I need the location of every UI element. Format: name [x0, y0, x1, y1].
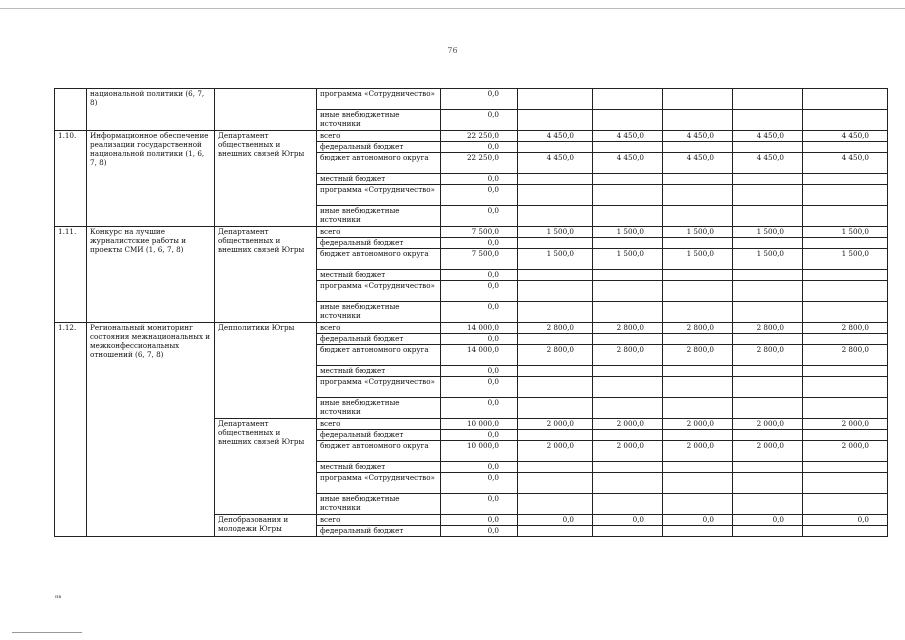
year-value: 1 500,0: [593, 249, 663, 270]
year-value: 4 450,0: [663, 131, 733, 142]
year-value: 1 500,0: [518, 227, 593, 238]
total-value: 0,0: [441, 377, 518, 398]
total-value: 22 250,0: [441, 153, 518, 174]
total-value: 0,0: [441, 281, 518, 302]
year-value: [518, 89, 593, 110]
year-value: [518, 473, 593, 494]
total-value: 0,0: [441, 334, 518, 345]
funding-source: бюджет автономного округа: [317, 345, 441, 366]
year-value: [803, 398, 888, 419]
table-row: [55, 323, 888, 334]
year-value: [663, 430, 733, 441]
executor-name: [215, 89, 317, 131]
year-value: [733, 398, 803, 419]
year-value: 2 800,0: [663, 323, 733, 334]
year-value: [803, 270, 888, 281]
year-value: [518, 366, 593, 377]
year-value: 4 450,0: [733, 131, 803, 142]
total-value: 0,0: [441, 238, 518, 249]
year-value: [663, 377, 733, 398]
year-value: [733, 334, 803, 345]
year-value: [593, 334, 663, 345]
year-value: [803, 366, 888, 377]
year-value: [518, 238, 593, 249]
total-value: 0,0: [441, 270, 518, 281]
funding-source: бюджет автономного округа: [317, 153, 441, 174]
year-value: [663, 110, 733, 131]
year-value: [733, 377, 803, 398]
funding-source: федеральный бюджет: [317, 430, 441, 441]
total-value: 0,0: [441, 185, 518, 206]
table-row: [55, 131, 888, 142]
year-value: [593, 430, 663, 441]
year-value: [733, 89, 803, 110]
year-value: 2 000,0: [803, 441, 888, 462]
year-value: [518, 174, 593, 185]
year-value: 4 450,0: [593, 153, 663, 174]
table-body: [55, 89, 888, 537]
year-value: [663, 89, 733, 110]
year-value: [803, 473, 888, 494]
year-value: [663, 366, 733, 377]
total-value: 0,0: [441, 142, 518, 153]
total-value: 0,0: [441, 398, 518, 419]
year-value: [733, 142, 803, 153]
year-value: 1 500,0: [663, 249, 733, 270]
year-value: [593, 366, 663, 377]
year-value: [663, 473, 733, 494]
year-value: 2 800,0: [518, 323, 593, 334]
funding-source: федеральный бюджет: [317, 238, 441, 249]
year-value: 2 800,0: [593, 345, 663, 366]
year-value: 2 000,0: [663, 441, 733, 462]
year-value: [803, 142, 888, 153]
year-value: 4 450,0: [518, 153, 593, 174]
funding-source: программа «Сотрудничество»: [317, 185, 441, 206]
year-value: 1 500,0: [593, 227, 663, 238]
funding-source: иные внебюджетные источники: [317, 398, 441, 419]
total-value: 14 000,0: [441, 323, 518, 334]
year-value: [733, 206, 803, 227]
funding-source: иные внебюджетные источники: [317, 110, 441, 131]
year-value: [733, 366, 803, 377]
year-value: [663, 174, 733, 185]
total-value: 10 000,0: [441, 419, 518, 430]
funding-source: иные внебюджетные источники: [317, 494, 441, 515]
year-value: [733, 238, 803, 249]
year-value: [663, 494, 733, 515]
item-title: национальной политики (6, 7, 8): [87, 89, 215, 131]
year-value: [663, 238, 733, 249]
year-value: [663, 281, 733, 302]
funding-source: программа «Сотрудничество»: [317, 281, 441, 302]
year-value: [518, 377, 593, 398]
year-value: 2 000,0: [803, 419, 888, 430]
item-number: [55, 89, 87, 131]
funding-source: всего: [317, 227, 441, 238]
year-value: 2 000,0: [733, 441, 803, 462]
year-value: [518, 206, 593, 227]
year-value: [733, 270, 803, 281]
total-value: 14 000,0: [441, 345, 518, 366]
year-value: [803, 89, 888, 110]
year-value: [803, 281, 888, 302]
year-value: 1 500,0: [663, 227, 733, 238]
year-value: [593, 398, 663, 419]
year-value: 4 450,0: [518, 131, 593, 142]
funding-source: местный бюджет: [317, 270, 441, 281]
item-title: Информационное обеспечение реализации государственной национальной политики (1, 6, 7, 8): [87, 131, 215, 227]
year-value: 4 450,0: [803, 131, 888, 142]
year-value: [518, 110, 593, 131]
year-value: [733, 174, 803, 185]
year-value: 0,0: [663, 515, 733, 526]
year-value: [663, 398, 733, 419]
funding-source: всего: [317, 515, 441, 526]
total-value: 10 000,0: [441, 441, 518, 462]
year-value: [593, 270, 663, 281]
year-value: 2 800,0: [593, 323, 663, 334]
year-value: [663, 185, 733, 206]
year-value: [518, 185, 593, 206]
year-value: 4 450,0: [803, 153, 888, 174]
budget-table: [54, 88, 888, 537]
year-value: 2 800,0: [663, 345, 733, 366]
year-value: [663, 462, 733, 473]
year-value: [593, 142, 663, 153]
total-value: 0,0: [441, 526, 518, 537]
funding-source: программа «Сотрудничество»: [317, 89, 441, 110]
total-value: 0,0: [441, 430, 518, 441]
total-value: 0,0: [441, 494, 518, 515]
year-value: 2 000,0: [518, 441, 593, 462]
year-value: 2 800,0: [803, 323, 888, 334]
total-value: 0,0: [441, 515, 518, 526]
year-value: 2 800,0: [733, 323, 803, 334]
year-value: [593, 238, 663, 249]
year-value: [803, 174, 888, 185]
year-value: [663, 142, 733, 153]
year-value: [518, 526, 593, 537]
year-value: [803, 238, 888, 249]
year-value: [593, 281, 663, 302]
year-value: 0,0: [518, 515, 593, 526]
year-value: 4 450,0: [663, 153, 733, 174]
year-value: 0,0: [803, 515, 888, 526]
year-value: [518, 142, 593, 153]
year-value: [593, 110, 663, 131]
funding-source: иные внебюджетные источники: [317, 206, 441, 227]
year-value: 0,0: [593, 515, 663, 526]
item-title: Региональный мониторинг состояния межнациональных и межконфессиональных отношений (6, 7, 8): [87, 323, 215, 537]
page-number: 76: [447, 46, 458, 55]
funding-source: всего: [317, 323, 441, 334]
total-value: 7 500,0: [441, 227, 518, 238]
year-value: [518, 270, 593, 281]
funding-source: бюджет автономного округа: [317, 441, 441, 462]
table-row: [55, 227, 888, 238]
funding-source: всего: [317, 131, 441, 142]
total-value: 0,0: [441, 206, 518, 227]
year-value: [593, 473, 663, 494]
funding-source: бюджет автономного округа: [317, 249, 441, 270]
year-value: [663, 334, 733, 345]
year-value: 2 000,0: [593, 419, 663, 430]
year-value: 1 500,0: [803, 249, 888, 270]
year-value: 4 450,0: [593, 131, 663, 142]
year-value: 2 000,0: [518, 419, 593, 430]
funding-source: федеральный бюджет: [317, 334, 441, 345]
funding-source: федеральный бюджет: [317, 526, 441, 537]
year-value: [803, 526, 888, 537]
year-value: [518, 281, 593, 302]
total-value: 0,0: [441, 473, 518, 494]
year-value: 1 500,0: [803, 227, 888, 238]
funding-source: программа «Сотрудничество»: [317, 377, 441, 398]
total-value: 0,0: [441, 366, 518, 377]
executor-name: Депполитики Югры: [215, 323, 317, 419]
table-row: [55, 89, 888, 110]
total-value: 0,0: [441, 174, 518, 185]
year-value: [803, 430, 888, 441]
total-value: 0,0: [441, 89, 518, 110]
item-number: 1.10.: [55, 131, 87, 227]
year-value: 2 000,0: [733, 419, 803, 430]
funding-source: программа «Сотрудничество»: [317, 473, 441, 494]
year-value: [593, 494, 663, 515]
year-value: [593, 174, 663, 185]
year-value: [733, 110, 803, 131]
total-value: 7 500,0: [441, 249, 518, 270]
year-value: [733, 473, 803, 494]
year-value: 0,0: [733, 515, 803, 526]
scan-edge-line: [12, 632, 82, 633]
year-value: [593, 377, 663, 398]
year-value: [593, 89, 663, 110]
year-value: [803, 377, 888, 398]
year-value: [593, 185, 663, 206]
year-value: [593, 206, 663, 227]
scan-mark: нв: [55, 594, 62, 600]
year-value: [518, 334, 593, 345]
funding-source: местный бюджет: [317, 462, 441, 473]
year-value: [663, 526, 733, 537]
year-value: [733, 302, 803, 323]
year-value: [518, 302, 593, 323]
item-number: 1.11.: [55, 227, 87, 323]
funding-source: местный бюджет: [317, 174, 441, 185]
year-value: [803, 185, 888, 206]
item-number: 1.12.: [55, 323, 87, 537]
item-title: Конкурс на лучшие журналистские работы и проекты СМИ (1, 6, 7, 8): [87, 227, 215, 323]
year-value: [733, 526, 803, 537]
total-value: 22 250,0: [441, 131, 518, 142]
year-value: [803, 494, 888, 515]
year-value: [733, 281, 803, 302]
total-value: 0,0: [441, 302, 518, 323]
year-value: 4 450,0: [733, 153, 803, 174]
year-value: [733, 185, 803, 206]
year-value: 2 800,0: [518, 345, 593, 366]
executor-name: Депобразования и молодежи Югры: [215, 515, 317, 537]
year-value: [733, 430, 803, 441]
year-value: [803, 302, 888, 323]
year-value: [518, 462, 593, 473]
year-value: 2 800,0: [803, 345, 888, 366]
year-value: 1 500,0: [733, 227, 803, 238]
year-value: [733, 494, 803, 515]
year-value: [593, 302, 663, 323]
executor-name: Департамент общественных и внешних связей Югры: [215, 419, 317, 515]
total-value: 0,0: [441, 110, 518, 131]
year-value: [803, 334, 888, 345]
year-value: 1 500,0: [733, 249, 803, 270]
year-value: [518, 494, 593, 515]
year-value: [803, 206, 888, 227]
year-value: [803, 110, 888, 131]
total-value: 0,0: [441, 462, 518, 473]
funding-source: иные внебюджетные источники: [317, 302, 441, 323]
year-value: [518, 398, 593, 419]
funding-source: местный бюджет: [317, 366, 441, 377]
year-value: [593, 526, 663, 537]
year-value: 1 500,0: [518, 249, 593, 270]
year-value: 2 000,0: [663, 419, 733, 430]
year-value: [733, 462, 803, 473]
year-value: [518, 430, 593, 441]
year-value: 2 800,0: [733, 345, 803, 366]
year-value: [663, 206, 733, 227]
executor-name: Департамент общественных и внешних связей Югры: [215, 227, 317, 323]
year-value: [803, 462, 888, 473]
year-value: [593, 462, 663, 473]
executor-name: Департамент общественных и внешних связей Югры: [215, 131, 317, 227]
year-value: [663, 302, 733, 323]
year-value: [663, 270, 733, 281]
scan-edge-line: [0, 8, 905, 9]
funding-source: всего: [317, 419, 441, 430]
year-value: 2 000,0: [593, 441, 663, 462]
funding-source: федеральный бюджет: [317, 142, 441, 153]
